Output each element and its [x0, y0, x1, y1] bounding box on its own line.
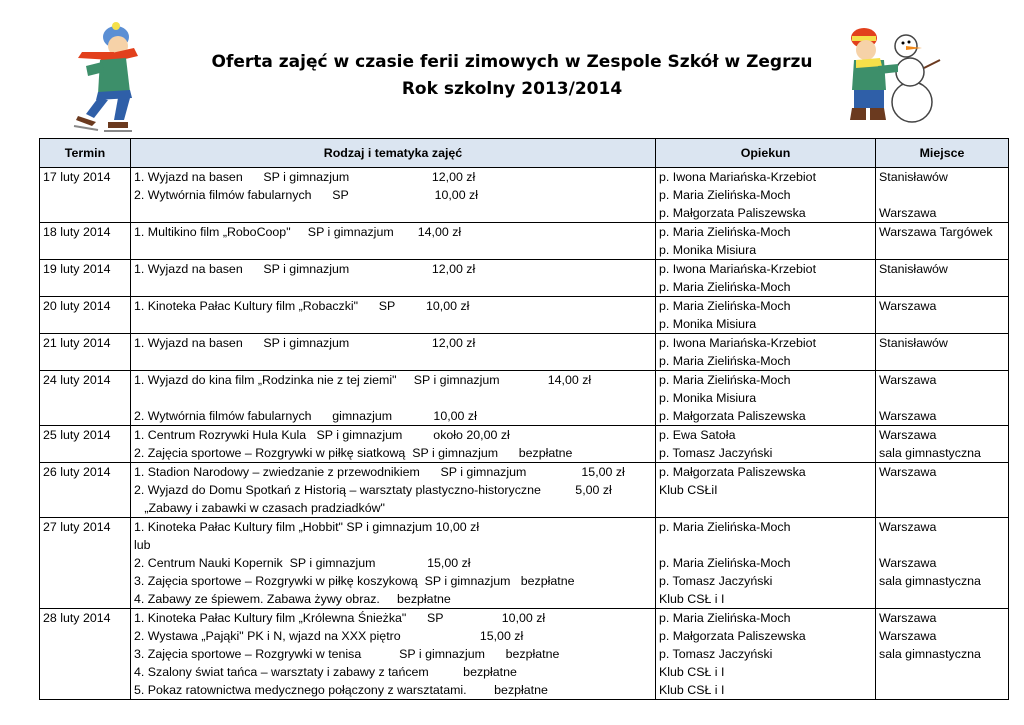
- cell-termin: [40, 463, 131, 518]
- miejsce-line: Warszawa: [879, 409, 937, 423]
- miejsce-line: sala gimnastyczna: [879, 446, 981, 460]
- zajecia-line: 2. Wyjazd do Domu Spotkań z Historią – warsztaty plastyczno-historyczne 5,00 zł: [134, 483, 612, 497]
- miejsce-line: [879, 663, 1005, 681]
- cell-miejsce: [876, 609, 1009, 700]
- table-row: [40, 297, 1009, 334]
- cell-termin: [40, 426, 131, 463]
- cell-termin: [40, 609, 131, 700]
- skater-child-clipart: [68, 22, 148, 132]
- opiekun-line: Klub CSŁ i I: [659, 592, 725, 606]
- opiekun-line: p. Iwona Mariańska-Krzebiot: [659, 170, 817, 184]
- cell-opiekun: [656, 609, 876, 700]
- cell-termin: [40, 518, 131, 609]
- miejsce-line: Warszawa: [879, 611, 937, 625]
- miejsce-line: Stanisławów: [879, 262, 948, 276]
- zajecia-line: [134, 204, 652, 222]
- table-row: [40, 518, 1009, 609]
- cell-miejsce: [876, 334, 1009, 371]
- miejsce-line: Warszawa: [879, 428, 937, 442]
- table-row: [40, 260, 1009, 297]
- termin-text: 26 luty 2014: [43, 465, 111, 479]
- cell-opiekun: [656, 426, 876, 463]
- termin-text: 25 luty 2014: [43, 428, 111, 442]
- termin-text: 24 luty 2014: [43, 373, 111, 387]
- cell-miejsce: [876, 371, 1009, 426]
- termin-text: 21 luty 2014: [43, 336, 111, 350]
- zajecia-line: 4. Szalony świat tańca – warsztaty i zabawy z tańcem bezpłatne: [134, 665, 517, 679]
- termin-text: 27 luty 2014: [43, 520, 111, 534]
- opiekun-line: p. Małgorzata Paliszewska: [659, 629, 806, 643]
- cell-opiekun: [656, 463, 876, 518]
- opiekun-line: p. Iwona Mariańska-Krzebiot: [659, 336, 817, 350]
- column-header-miejsce: Miejsce: [876, 139, 1009, 168]
- child-with-snowman-clipart: [846, 24, 942, 124]
- cell-miejsce: [876, 463, 1009, 518]
- zajecia-line: [134, 352, 652, 370]
- opiekun-line: p. Maria Zielińska-Moch: [659, 520, 791, 534]
- miejsce-line: [879, 278, 1005, 296]
- cell-zajecia: [131, 297, 656, 334]
- cell-zajecia: [131, 260, 656, 297]
- cell-opiekun: [656, 168, 876, 223]
- cell-termin: [40, 334, 131, 371]
- zajecia-line: 1. Centrum Rozrywki Hula Kula SP i gimnazjum około 20,00 zł: [134, 428, 510, 442]
- opiekun-line: p. Tomasz Jaczyński: [659, 574, 773, 588]
- cell-opiekun: [656, 297, 876, 334]
- cell-opiekun: [656, 334, 876, 371]
- opiekun-line: p. Monika Misiura: [659, 391, 757, 405]
- opiekun-line: p. Ewa Satoła: [659, 428, 736, 442]
- cell-miejsce: [876, 168, 1009, 223]
- termin-text: 18 luty 2014: [43, 225, 111, 239]
- opiekun-line: p. Maria Zielińska-Moch: [659, 611, 791, 625]
- miejsce-line: [879, 186, 1005, 204]
- opiekun-line: p. Tomasz Jaczyński: [659, 446, 773, 460]
- cell-zajecia: [131, 371, 656, 426]
- column-header-zajecia: Rodzaj i tematyka zajęć: [131, 139, 656, 168]
- zajecia-line: [134, 278, 652, 296]
- miejsce-line: Warszawa: [879, 206, 937, 220]
- zajecia-line: 2. Wystawa „Pająki" PK i N, wjazd na XXX piętro 15,00 zł: [134, 629, 524, 643]
- zajecia-line: 3. Zajęcia sportowe – Rozgrywki w tenisa SP i gimnazjum bezpłatne: [134, 647, 560, 661]
- opiekun-line: p. Maria Zielińska-Moch: [659, 299, 791, 313]
- miejsce-line: Warszawa: [879, 373, 937, 387]
- zajecia-line: 1. Wyjazd na basen SP i gimnazjum 12,00 zł: [134, 262, 476, 276]
- miejsce-line: [879, 481, 1005, 499]
- zajecia-line: 1. Kinoteka Pałac Kultury film „Hobbit" SP i gimnazjum 10,00 zł: [134, 520, 480, 534]
- opiekun-line: Klub CSŁ i I: [659, 665, 725, 679]
- zajecia-line: 1. Wyjazd na basen SP i gimnazjum 12,00 zł: [134, 336, 476, 350]
- opiekun-line: Klub CSŁ i I: [659, 683, 725, 697]
- miejsce-line: [879, 352, 1005, 370]
- cell-miejsce: [876, 260, 1009, 297]
- miejsce-line: [879, 590, 1005, 608]
- zajecia-line: [134, 241, 652, 259]
- miejsce-line: [879, 389, 1005, 407]
- cell-miejsce: [876, 426, 1009, 463]
- miejsce-line: Stanisławów: [879, 336, 948, 350]
- cell-opiekun: [656, 260, 876, 297]
- cell-termin: [40, 223, 131, 260]
- zajecia-line: 1. Wyjazd na basen SP i gimnazjum 12,00 zł: [134, 170, 476, 184]
- table-row: [40, 168, 1009, 223]
- cell-termin: [40, 371, 131, 426]
- zajecia-line: 2. Wytwórnia filmów fabularnych SP 10,00 zł: [134, 188, 478, 202]
- zajecia-line: lub: [134, 538, 151, 552]
- cell-opiekun: [656, 518, 876, 609]
- miejsce-line: Warszawa: [879, 299, 937, 313]
- cell-zajecia: [131, 609, 656, 700]
- table-body: [40, 168, 1009, 700]
- zajecia-line: 4. Zabawy ze śpiewem. Zabawa żywy obraz. bezpłatne: [134, 592, 451, 606]
- miejsce-line: [879, 499, 1005, 517]
- miejsce-line: Warszawa: [879, 556, 937, 570]
- opiekun-line: [659, 499, 872, 517]
- cell-zajecia: [131, 168, 656, 223]
- cell-termin: [40, 297, 131, 334]
- cell-zajecia: [131, 518, 656, 609]
- zajecia-line: 1. Kinoteka Pałac Kultury film „Królewna Śnieżka" SP 10,00 zł: [134, 611, 546, 625]
- column-header-opiekun: Opiekun: [656, 139, 876, 168]
- miejsce-line: sala gimnastyczna: [879, 574, 981, 588]
- zajecia-line: 1. Kinoteka Pałac Kultury film „Robaczki" SP 10,00 zł: [134, 299, 470, 313]
- zajecia-line: 2. Zajęcia sportowe – Rozgrywki w piłkę siatkową SP i gimnazjum bezpłatne: [134, 446, 573, 460]
- opiekun-line: p. Maria Zielińska-Moch: [659, 354, 791, 368]
- table-row: [40, 463, 1009, 518]
- zajecia-line: [134, 315, 652, 333]
- cell-miejsce: [876, 297, 1009, 334]
- cell-miejsce: [876, 518, 1009, 609]
- opiekun-line: [659, 536, 872, 554]
- zajecia-line: 3. Zajęcia sportowe – Rozgrywki w piłkę koszykową SP i gimnazjum bezpłatne: [134, 574, 575, 588]
- miejsce-line: Warszawa: [879, 629, 937, 643]
- cell-opiekun: [656, 371, 876, 426]
- cell-zajecia: [131, 426, 656, 463]
- termin-text: 17 luty 2014: [43, 170, 111, 184]
- zajecia-line: 1. Stadion Narodowy – zwiedzanie z przewodnikiem SP i gimnazjum 15,00 zł: [134, 465, 625, 479]
- opiekun-line: p. Monika Misiura: [659, 317, 757, 331]
- opiekun-line: p. Małgorzata Paliszewska: [659, 206, 806, 220]
- zajecia-line: 1. Wyjazd do kina film „Rodzinka nie z tej ziemi" SP i gimnazjum 14,00 zł: [134, 373, 592, 387]
- table-row: [40, 426, 1009, 463]
- miejsce-line: Warszawa: [879, 465, 937, 479]
- table-row: [40, 334, 1009, 371]
- column-header-termin: Termin: [40, 139, 131, 168]
- miejsce-line: sala gimnastyczna: [879, 647, 981, 661]
- table-row: [40, 609, 1009, 700]
- opiekun-line: p. Monika Misiura: [659, 243, 757, 257]
- document-title: Oferta zajęć w czasie ferii zimowych w Zespole Szkół w Zegrzu: [211, 52, 813, 72]
- zajecia-line: 2. Centrum Nauki Kopernik SP i gimnazjum 15,00 zł: [134, 556, 471, 570]
- opiekun-line: p. Małgorzata Paliszewska: [659, 409, 806, 423]
- miejsce-line: Stanisławów: [879, 170, 948, 184]
- opiekun-line: p. Maria Zielińska-Moch: [659, 280, 791, 294]
- opiekun-line: p. Iwona Mariańska-Krzebiot: [659, 262, 817, 276]
- termin-text: 28 luty 2014: [43, 611, 111, 625]
- cell-miejsce: [876, 223, 1009, 260]
- zajecia-line: 5. Pokaz ratownictwa medycznego połączony z warsztatami. bezpłatne: [134, 683, 548, 697]
- zajecia-line: 1. Multikino film „RoboCoop" SP i gimnazjum 14,00 zł: [134, 225, 462, 239]
- cell-opiekun: [656, 223, 876, 260]
- cell-zajecia: [131, 334, 656, 371]
- cell-zajecia: [131, 463, 656, 518]
- miejsce-line: [879, 315, 1005, 333]
- miejsce-line: [879, 241, 1005, 259]
- opiekun-line: p. Maria Zielińska-Moch: [659, 556, 791, 570]
- opiekun-line: p. Maria Zielińska-Moch: [659, 225, 791, 239]
- opiekun-line: p. Tomasz Jaczyński: [659, 647, 773, 661]
- miejsce-line: Warszawa Targówek: [879, 225, 993, 239]
- termin-text: 20 luty 2014: [43, 299, 111, 313]
- cell-termin: [40, 260, 131, 297]
- miejsce-line: Warszawa: [879, 520, 937, 534]
- table-row: [40, 371, 1009, 426]
- schedule-table: [39, 138, 1009, 700]
- cell-termin: [40, 168, 131, 223]
- miejsce-line: [879, 681, 1005, 699]
- opiekun-line: Klub CSŁiI: [659, 483, 718, 497]
- table-header-row: [40, 139, 1009, 168]
- opiekun-line: p. Maria Zielińska-Moch: [659, 373, 791, 387]
- zajecia-line: [134, 389, 652, 407]
- opiekun-line: p. Małgorzata Paliszewska: [659, 465, 806, 479]
- cell-zajecia: [131, 223, 656, 260]
- table-row: [40, 223, 1009, 260]
- zajecia-line: 2. Wytwórnia filmów fabularnych gimnazjum 10,00 zł: [134, 409, 477, 423]
- miejsce-line: [879, 536, 1005, 554]
- termin-text: 19 luty 2014: [43, 262, 111, 276]
- zajecia-line: „Zabawy i zabawki w czasach pradziadków": [134, 501, 385, 515]
- opiekun-line: p. Maria Zielińska-Moch: [659, 188, 791, 202]
- document-subtitle: Rok szkolny 2013/2014: [401, 79, 623, 99]
